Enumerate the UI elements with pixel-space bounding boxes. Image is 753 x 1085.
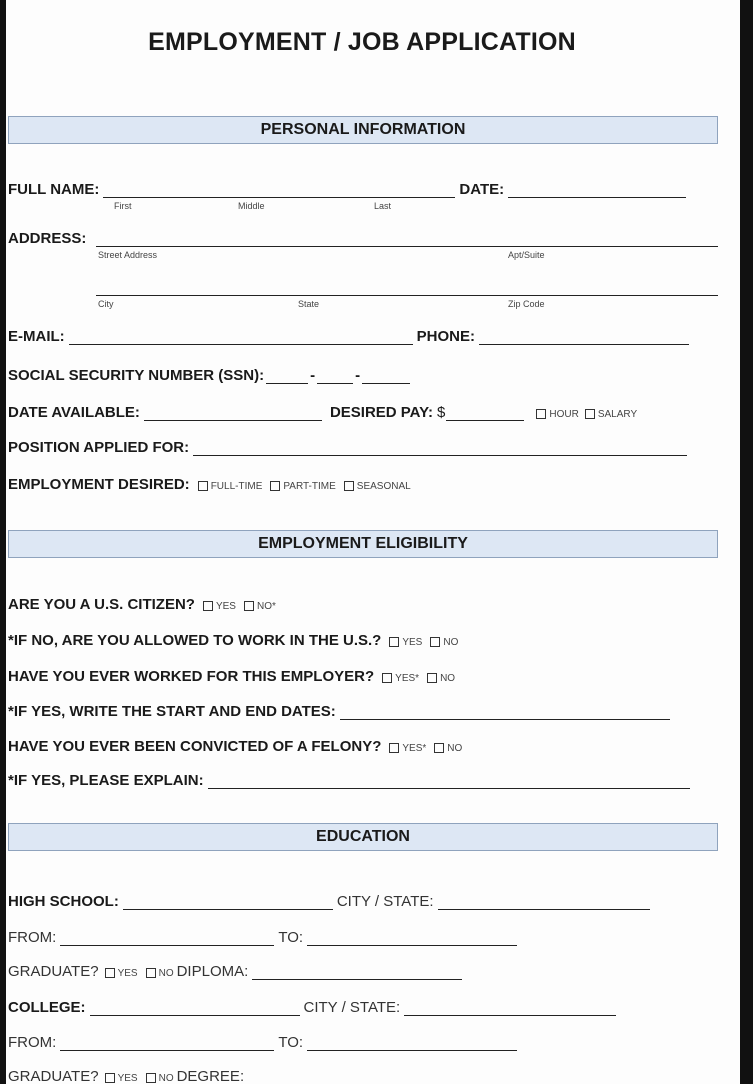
caption-first: First [114,201,132,211]
college-graduate-yes-label: YES [117,1073,138,1084]
felony-no-checkbox[interactable] [434,743,444,753]
high-school-from-label: FROM: [8,929,57,946]
ssn-part-3-field[interactable] [362,369,410,384]
phone-field[interactable] [479,330,689,345]
college-to-label: TO: [278,1034,304,1051]
high-school-graduate-no-label: NO [158,968,174,979]
caption-middle: Middle [238,201,265,211]
citizen-question: ARE YOU A U.S. CITIZEN? [8,596,195,613]
hour-checkbox[interactable] [536,409,546,419]
seasonal-checkbox[interactable] [344,481,354,491]
ssn-row [8,367,412,384]
start-end-dates-field[interactable] [340,705,670,720]
currency-symbol: $ [437,404,446,421]
high-school-from-field[interactable] [60,931,274,946]
allowed-no-label: NO [443,637,459,648]
explain-field[interactable] [208,774,690,789]
felony-no-label: NO [447,743,463,754]
high-school-graduate-no-checkbox[interactable] [146,968,156,978]
start-end-dates-label: *IF YES, WRITE THE START AND END DATES: [8,703,336,720]
position-field[interactable] [193,441,687,456]
felony-yes-checkbox[interactable] [389,743,399,753]
date-available-field[interactable] [144,406,322,421]
section-personal-information: PERSONAL INFORMATION [8,116,718,144]
college-graduate-label: GRADUATE? [8,1068,99,1085]
high-school-graduate-label: GRADUATE? [8,963,99,980]
explain-label: *IF YES, PLEASE EXPLAIN: [8,772,204,789]
diploma-field[interactable] [252,965,462,980]
college-graduate-row [8,1068,244,1085]
caption-street-address: Street Address [98,250,158,260]
caption-state: State [298,299,320,309]
allowed-yes-checkbox[interactable] [389,637,399,647]
allowed-to-work-row [8,632,458,649]
worked-yes-label: YES* [395,673,420,684]
college-to-field[interactable] [307,1036,517,1051]
caption-last: Last [374,201,392,211]
employment-desired-row [8,476,411,493]
application-form [6,0,740,1084]
date-available-row [8,404,637,421]
felony-question: HAVE YOU EVER BEEN CONVICTED OF A FELONY? [8,738,382,755]
citizen-yes-checkbox[interactable] [203,601,213,611]
allowed-yes-label: YES [402,637,423,648]
worked-no-checkbox[interactable] [427,673,437,683]
high-school-to-field[interactable] [307,931,517,946]
street-address-field[interactable] [96,246,718,247]
college-label: COLLEGE: [8,999,86,1016]
worked-before-row [8,668,455,685]
high-school-field[interactable] [123,895,333,910]
email-label: E-MAIL: [8,328,65,345]
caption-city: City [98,299,114,309]
caption-zip-code: Zip Code [508,299,545,309]
worked-yes-checkbox[interactable] [382,673,392,683]
high-school-city-state-field[interactable] [438,895,650,910]
ssn-separator-2: - [355,367,361,384]
degree-label: DEGREE: [176,1068,245,1085]
section-employment-eligibility: EMPLOYMENT ELIGIBILITY [8,530,718,558]
college-field[interactable] [90,1001,300,1016]
full-time-checkbox[interactable] [198,481,208,491]
college-from-field[interactable] [60,1036,274,1051]
high-school-to-label: TO: [278,929,304,946]
right-border [740,0,753,1084]
diploma-label: DIPLOMA: [176,963,249,980]
citizen-no-checkbox[interactable] [244,601,254,611]
ssn-part-1-field[interactable] [266,369,308,384]
full-name-row [8,181,690,198]
seasonal-option-label: SEASONAL [356,481,411,492]
college-row [8,999,620,1016]
part-time-checkbox[interactable] [270,481,280,491]
worked-no-label: NO [440,673,456,684]
felony-row [8,738,462,755]
address-row [8,230,86,247]
date-field[interactable] [508,183,686,198]
ssn-label: SOCIAL SECURITY NUMBER (SSN): [8,367,265,384]
college-from-label: FROM: [8,1034,57,1051]
email-field[interactable] [69,330,413,345]
employment-desired-label: EMPLOYMENT DESIRED: [8,476,190,493]
worked-before-question: HAVE YOU EVER WORKED FOR THIS EMPLOYER? [8,668,375,685]
citizen-row [8,596,276,613]
high-school-graduate-yes-label: YES [117,968,138,979]
college-dates-row [8,1034,521,1051]
part-time-option-label: PART-TIME [283,481,336,492]
citizen-yes-label: YES [215,601,236,612]
full-name-field[interactable] [103,183,455,198]
high-school-dates-row [8,929,521,946]
allowed-no-checkbox[interactable] [430,637,440,647]
email-phone-row [8,328,693,345]
date-label: DATE: [459,181,505,198]
section-education: EDUCATION [8,823,718,851]
full-time-option-label: FULL-TIME [210,481,263,492]
form-title: EMPLOYMENT / JOB APPLICATION [148,28,576,56]
position-row [8,439,691,456]
felony-yes-label: YES* [402,743,427,754]
high-school-city-state-label: CITY / STATE: [336,893,434,910]
college-city-state-label: CITY / STATE: [303,999,401,1016]
start-end-dates-row [8,703,674,720]
explain-row [8,772,694,789]
desired-pay-label: DESIRED PAY: [329,404,434,421]
phone-label: PHONE: [416,328,475,345]
caption-apt-suite: Apt/Suite [508,250,545,260]
college-graduate-yes-checkbox[interactable] [105,1073,115,1083]
high-school-label: HIGH SCHOOL: [8,893,119,910]
college-graduate-no-label: NO [158,1073,174,1084]
high-school-graduate-yes-checkbox[interactable] [105,968,115,978]
high-school-row [8,893,654,910]
desired-pay-field[interactable] [446,406,524,421]
hour-option-label: HOUR [549,409,579,420]
salary-option-label: SALARY [597,409,638,420]
address-label: ADDRESS: [8,230,87,247]
ssn-separator-1: - [310,367,316,384]
high-school-graduate-row [8,963,466,980]
city-state-zip-field[interactable] [96,295,718,296]
full-name-label: FULL NAME: [8,181,100,198]
allowed-to-work-question: *IF NO, ARE YOU ALLOWED TO WORK IN THE U.S.? [8,632,382,649]
ssn-part-2-field[interactable] [317,369,353,384]
citizen-no-label: NO* [256,601,276,612]
college-city-state-field[interactable] [404,1001,616,1016]
salary-checkbox[interactable] [585,409,595,419]
position-label: POSITION APPLIED FOR: [8,439,190,456]
date-available-label: DATE AVAILABLE: [8,404,140,421]
college-graduate-no-checkbox[interactable] [146,1073,156,1083]
